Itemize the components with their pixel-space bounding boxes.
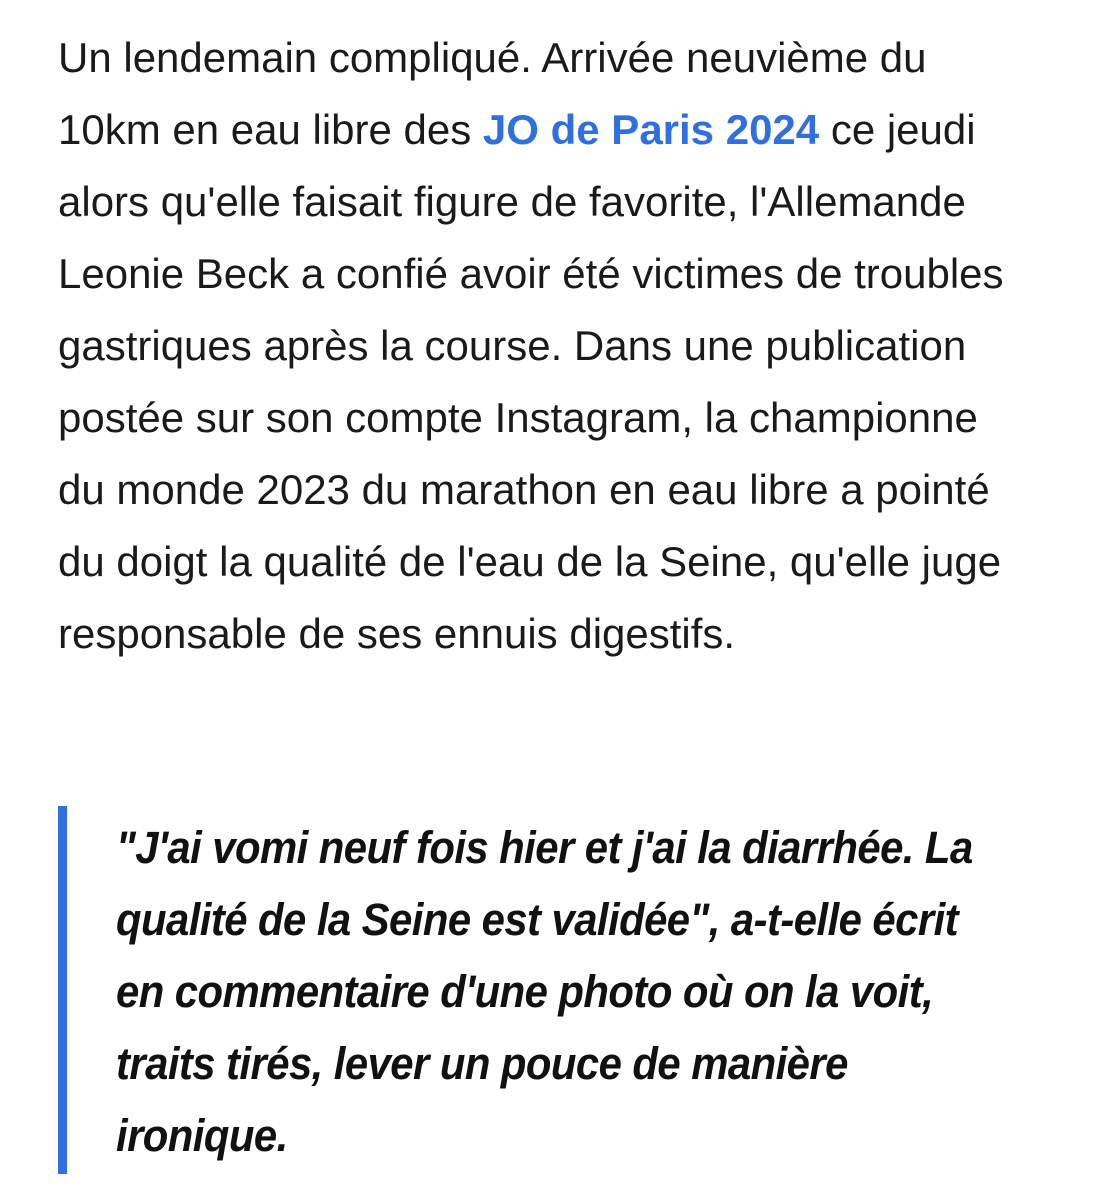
quote-accent-bar bbox=[58, 806, 67, 1174]
article-paragraph bbox=[58, 22, 1033, 670]
blockquote bbox=[58, 806, 1058, 1176]
jo-paris-2024-link[interactable]: JO de Paris 2024 bbox=[482, 106, 820, 153]
paragraph-text-end: ce jeudi alors qu'elle faisait figure de favorite, l'Allemande Leonie Beck a confié avoir été victimes de troubles gastriques après la course. Dans une publication postée sur son compte Instagram, la championne du monde 2023 du marathon en eau libre a pointé du doigt la qualité de l'eau de la Seine, qu'elle juge responsable de ses ennuis digestifs. bbox=[58, 106, 1004, 657]
paragraph-text-start: Un lendemain compliqué. Arrivée neuvième du 10km en eau libre des bbox=[58, 34, 927, 153]
article-body bbox=[58, 22, 1068, 670]
quote-text: "J'ai vomi neuf fois hier et j'ai la diarrhée. La qualité de la Seine est validée", a-t-elle écrit en commentaire d'une photo où on la voit, traits tirés, lever un pouce de manière ironique. bbox=[116, 822, 973, 1161]
